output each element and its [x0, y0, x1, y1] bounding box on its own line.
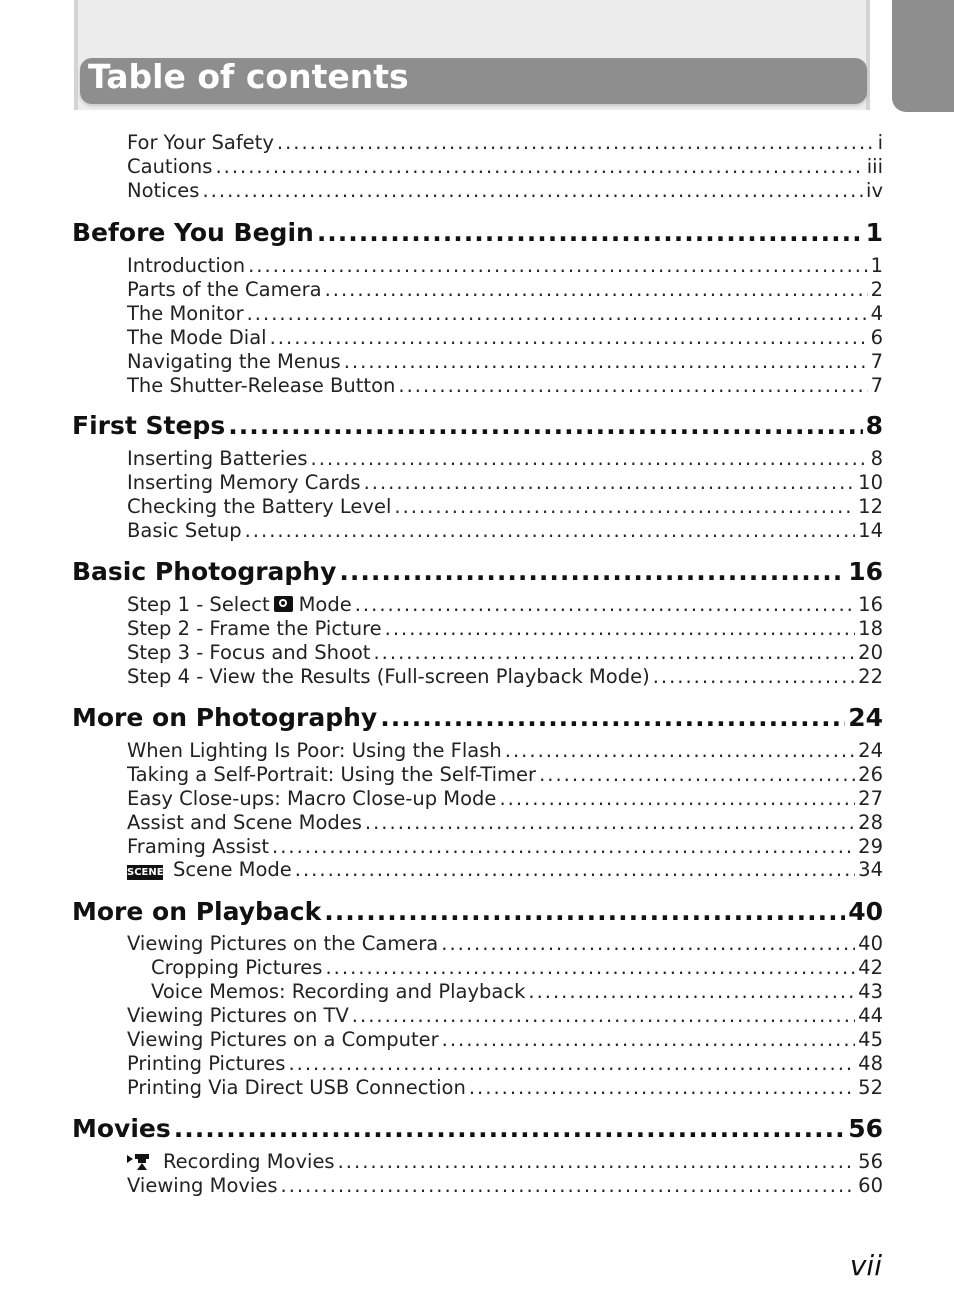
- toc-entry[interactable]: [127, 1174, 883, 1198]
- toc-entry-page: 8: [870, 447, 883, 470]
- toc-entry[interactable]: [127, 787, 883, 811]
- toc-entry[interactable]: [127, 763, 883, 787]
- toc-entry-page: 40: [858, 932, 883, 955]
- toc-entry-label: The Monitor: [127, 302, 244, 325]
- toc-section-page: 16: [848, 557, 883, 586]
- toc-entry-page: 43: [858, 980, 883, 1003]
- dot-leader: [325, 956, 855, 980]
- toc-entry-label-part: Mode: [298, 593, 352, 616]
- dot-leader: [325, 278, 868, 302]
- toc-entry-page: 22: [858, 665, 883, 688]
- toc-entry-page: 12: [858, 495, 883, 518]
- dot-leader: [365, 811, 855, 835]
- toc-entry[interactable]: [127, 447, 883, 471]
- toc-entry[interactable]: [127, 350, 883, 374]
- dot-leader: [352, 1004, 855, 1028]
- toc-section-title: Basic Photography: [72, 557, 337, 586]
- toc-entry-page: 60: [858, 1174, 883, 1197]
- toc-entry-page: 20: [858, 641, 883, 664]
- toc-entry-label: Printing Pictures: [127, 1052, 286, 1075]
- toc-entry[interactable]: [127, 617, 883, 641]
- toc-entry-page: 52: [858, 1076, 883, 1099]
- toc-entry-page: 26: [858, 763, 883, 786]
- toc-section-title: More on Playback: [72, 897, 322, 926]
- toc-entry[interactable]: [127, 1004, 883, 1028]
- dot-leader: [215, 155, 863, 179]
- dot-leader: [528, 980, 855, 1004]
- toc-entry-page: 27: [858, 787, 883, 810]
- toc-entry-page: 6: [870, 326, 883, 349]
- dot-leader: [442, 1028, 856, 1052]
- toc-entry-page: 28: [858, 811, 883, 834]
- toc-entry-label: Basic Setup: [127, 519, 242, 542]
- toc-entry[interactable]: [127, 302, 883, 326]
- toc-entry-page: 45: [858, 1028, 883, 1051]
- toc-entry-label: Viewing Pictures on a Computer: [127, 1028, 439, 1051]
- dot-leader: [653, 665, 855, 689]
- toc-entry-label: Inserting Batteries: [127, 447, 308, 470]
- toc-entry-label: Cropping Pictures: [151, 956, 323, 979]
- toc-entry-for-your-safety[interactable]: [127, 131, 883, 155]
- toc-entry-label: Introduction: [127, 254, 246, 277]
- toc-entry[interactable]: [127, 471, 883, 495]
- toc-entry-label: When Lighting Is Poor: Using the Flash: [127, 739, 502, 762]
- toc-section-page: 1: [865, 218, 883, 247]
- dot-leader: [505, 739, 855, 763]
- toc-entry-page: 24: [858, 739, 883, 762]
- dot-leader: [469, 1076, 855, 1100]
- dot-leader: [355, 593, 855, 617]
- toc-entry-label: Printing Via Direct USB Connection: [127, 1076, 466, 1099]
- toc-section-title: First Steps: [72, 411, 226, 440]
- chapter-tab-marker: [892, 0, 954, 112]
- toc-section-page: 8: [865, 411, 883, 440]
- toc-entry-page: 29: [858, 835, 883, 858]
- toc-entry-label: Framing Assist: [127, 835, 269, 858]
- toc-entry-label: Viewing Movies: [127, 1174, 278, 1197]
- dot-leader: [317, 217, 863, 249]
- dot-leader: [499, 787, 855, 811]
- toc-entry[interactable]: [127, 495, 883, 519]
- toc-entry-page: 2: [870, 278, 883, 301]
- toc-entry[interactable]: [127, 858, 883, 882]
- toc-entry-page: i: [877, 131, 883, 154]
- toc-entry[interactable]: [127, 1052, 883, 1076]
- toc-entry-label: Parts of the Camera: [127, 278, 322, 301]
- toc-entry-page: 56: [858, 1150, 883, 1173]
- toc-entry[interactable]: [127, 1150, 883, 1174]
- page-number: vii: [849, 1249, 882, 1282]
- dot-leader: [245, 519, 856, 543]
- toc-section-page: 24: [848, 703, 883, 732]
- toc-entry-page: 14: [858, 519, 883, 542]
- toc-entry[interactable]: [127, 326, 883, 350]
- dot-leader: [398, 374, 867, 398]
- dot-leader: [295, 858, 855, 882]
- dot-leader: [394, 495, 855, 519]
- movie-mode-icon: [127, 1152, 153, 1170]
- toc-entry-page: 16: [858, 593, 883, 616]
- dot-leader: [281, 1174, 856, 1198]
- toc-entry-label: Inserting Memory Cards: [127, 471, 361, 494]
- dot-leader: [338, 1150, 856, 1174]
- toc-section-page: 40: [848, 897, 883, 926]
- toc-entry-label: Voice Memos: Recording and Playback: [151, 980, 526, 1003]
- toc-section-more-on-playback[interactable]: [72, 896, 883, 928]
- toc-entry-page: 48: [858, 1052, 883, 1075]
- dot-leader: [380, 702, 845, 734]
- toc-entry[interactable]: [127, 278, 883, 302]
- dot-leader: [373, 641, 855, 665]
- toc-entry-label: Step 3 - Focus and Shoot: [127, 641, 371, 664]
- toc-subentry[interactable]: [151, 980, 883, 1004]
- page-title: Table of contents: [88, 57, 409, 96]
- toc-entry-page: 1: [870, 254, 883, 277]
- title-bar: [80, 58, 867, 104]
- toc-entry-label: Navigating the Menus: [127, 350, 341, 373]
- dot-leader: [202, 179, 863, 203]
- dot-leader: [248, 254, 867, 278]
- toc-entry-label: The Mode Dial: [127, 326, 267, 349]
- toc-section-basic-photography[interactable]: [72, 556, 883, 588]
- toc-entry-page: 7: [870, 374, 883, 397]
- toc-entry-page: 7: [870, 350, 883, 373]
- scene-mode-icon: SCENE: [127, 867, 164, 878]
- toc-entry-label: Checking the Battery Level: [127, 495, 392, 518]
- dot-leader: [324, 896, 845, 928]
- camera-mode-icon: [274, 596, 293, 612]
- toc-entry-label-part: Scene Mode: [173, 858, 292, 881]
- dot-leader: [288, 1052, 855, 1076]
- toc-section-more-on-photography[interactable]: [72, 702, 883, 734]
- toc-entry[interactable]: [127, 519, 883, 543]
- toc-entry-page: iv: [866, 179, 883, 202]
- toc-section-movies[interactable]: [72, 1113, 883, 1145]
- toc-entry-label: Viewing Pictures on TV: [127, 1004, 349, 1027]
- dot-leader: [270, 326, 868, 350]
- toc-entry[interactable]: [127, 739, 883, 763]
- toc-entry[interactable]: [127, 1028, 883, 1052]
- toc-entry[interactable]: [127, 665, 883, 689]
- toc-entry[interactable]: [127, 254, 883, 278]
- toc-section-title: Before You Begin: [72, 218, 314, 247]
- dot-leader: [272, 835, 855, 859]
- toc-entry[interactable]: [127, 835, 883, 859]
- toc-entry-label: Step 4 - View the Results (Full-screen Playback Mode): [127, 665, 650, 688]
- toc-entry[interactable]: [127, 932, 883, 956]
- toc-entry-page: 34: [858, 858, 883, 881]
- dot-leader: [228, 410, 862, 442]
- toc-entry[interactable]: [127, 811, 883, 835]
- toc-section-before-you-begin[interactable]: [72, 217, 883, 249]
- toc-entry-label: [127, 858, 292, 882]
- toc-section-title: More on Photography: [72, 703, 378, 732]
- dot-leader: [311, 447, 868, 471]
- toc-entry-label-part: Step 1 - Select: [127, 593, 270, 616]
- toc-entry-label: [127, 1150, 335, 1174]
- toc-section-title: Movies: [72, 1114, 171, 1143]
- toc-entry-label: Cautions: [127, 155, 213, 178]
- dot-leader: [339, 556, 845, 588]
- dot-leader: [364, 471, 856, 495]
- toc-entry-label: Step 2 - Frame the Picture: [127, 617, 382, 640]
- toc-entry[interactable]: [127, 1076, 883, 1100]
- toc-entry[interactable]: [127, 374, 883, 398]
- toc-entry-label: For Your Safety: [127, 131, 274, 154]
- toc-entry-label-part: Recording Movies: [163, 1150, 335, 1173]
- toc-entry[interactable]: [127, 593, 883, 617]
- toc-entry[interactable]: [127, 641, 883, 665]
- toc-entry-page: 44: [858, 1004, 883, 1027]
- toc-entry-label: Viewing Pictures on the Camera: [127, 932, 439, 955]
- toc-entry-label: [127, 593, 352, 617]
- dot-leader: [441, 932, 855, 956]
- toc-entry-page: iii: [866, 155, 883, 178]
- toc-subentry[interactable]: [151, 956, 883, 980]
- toc-entry-page: 4: [870, 302, 883, 325]
- toc-entry-cautions[interactable]: [127, 155, 883, 179]
- dot-leader: [174, 1113, 845, 1145]
- toc-entry-label: The Shutter-Release Button: [127, 374, 396, 397]
- toc-entry-page: 18: [858, 617, 883, 640]
- dot-leader: [385, 617, 856, 641]
- toc-entry-label: Notices: [127, 179, 200, 202]
- toc-entry-page: 10: [858, 471, 883, 494]
- toc-entry-page: 42: [858, 956, 883, 979]
- toc-entry-label: Assist and Scene Modes: [127, 811, 362, 834]
- dot-leader: [247, 302, 868, 326]
- dot-leader: [539, 763, 855, 787]
- toc-section-first-steps[interactable]: [72, 410, 883, 442]
- dot-leader: [277, 131, 875, 155]
- toc-section-page: 56: [848, 1114, 883, 1143]
- toc-entry-label: Taking a Self-Portrait: Using the Self-Timer: [127, 763, 537, 786]
- toc-entry-notices[interactable]: [127, 179, 883, 203]
- toc-entry-label: Easy Close-ups: Macro Close-up Mode: [127, 787, 497, 810]
- dot-leader: [344, 350, 868, 374]
